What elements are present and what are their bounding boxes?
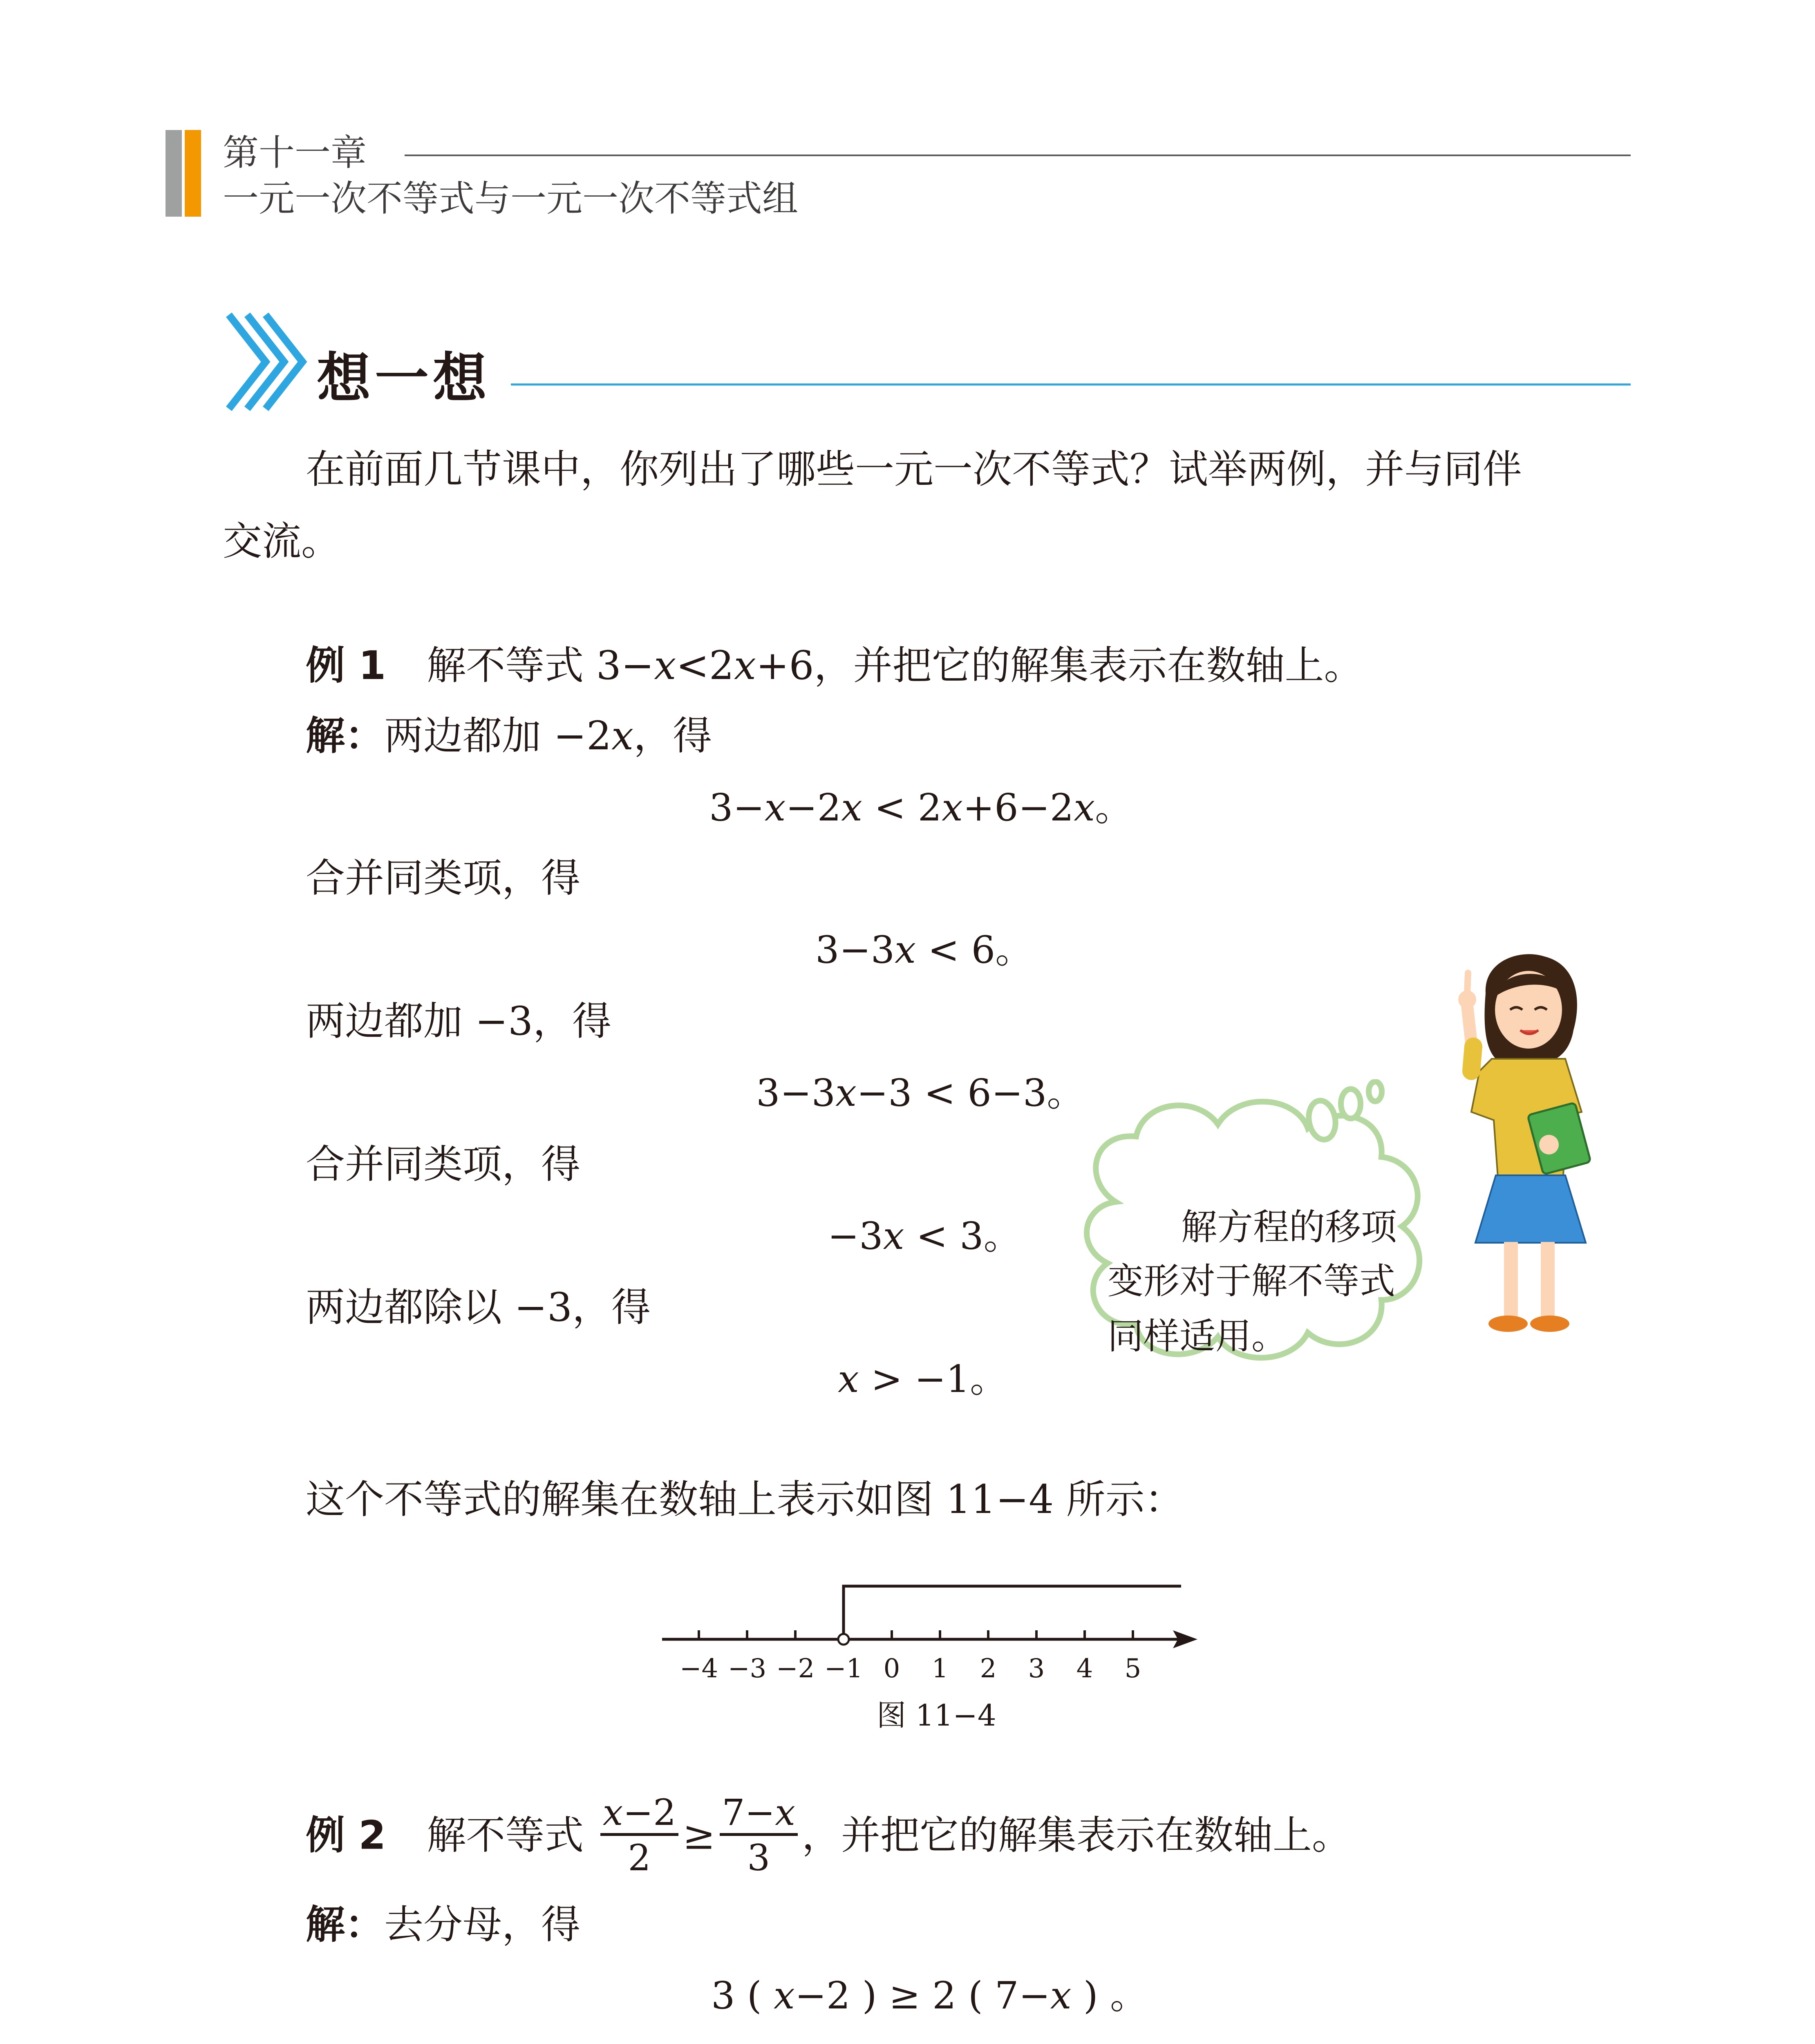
example1-eq3: 3−3x−3 < 6−3。 bbox=[756, 1071, 1085, 1115]
section-text-line1: 在前面几节课中，你列出了哪些一元一次不等式？试举两例，并与同伴 bbox=[306, 446, 1522, 492]
tick-label: −3 bbox=[727, 1654, 767, 1684]
solution-ray bbox=[844, 1586, 1181, 1639]
section-title: 想一想 bbox=[317, 347, 491, 410]
bubble-line2: 变形对于解不等式 bbox=[1108, 1260, 1396, 1302]
tick-label: 3 bbox=[1028, 1654, 1045, 1684]
example1-step2: 合并同类项，得 bbox=[306, 855, 580, 901]
tick-label: −4 bbox=[679, 1654, 718, 1684]
example2-eq1: 3 ( x−2 ) ≥ 2 ( 7−x ) 。 bbox=[711, 1974, 1148, 2017]
chapter-title: 一元一次不等式与一元一次不等式组 bbox=[223, 177, 799, 220]
example1-eq2: 3−3x < 6。 bbox=[815, 928, 1033, 972]
tick-label: 0 bbox=[883, 1654, 900, 1684]
example2-label: 例 2 bbox=[306, 1812, 386, 1858]
thought-bubble bbox=[1059, 1079, 1467, 1419]
bubble-line3: 同样适用。 bbox=[1108, 1315, 1288, 1357]
example1-step1: 解：两边都加 −2x，得 bbox=[306, 713, 712, 759]
tick-label: 4 bbox=[1076, 1654, 1093, 1684]
tick-label: 5 bbox=[1124, 1654, 1141, 1684]
example1-eq5: x > −1。 bbox=[838, 1357, 1008, 1401]
example2-step1: 解：去分母，得 bbox=[306, 1901, 580, 1948]
solution-label: 解： bbox=[306, 713, 384, 759]
tick-label: 1 bbox=[931, 1654, 949, 1684]
open-endpoint-circle bbox=[838, 1634, 849, 1645]
bubble-line1: 解方程的移项 bbox=[1181, 1206, 1397, 1248]
example1-eq1: 3−x−2x < 2x+6−2x。 bbox=[709, 786, 1133, 829]
header-bar-orange bbox=[185, 130, 201, 217]
header-bar-gray-1 bbox=[166, 130, 182, 217]
number-line-axis bbox=[662, 1586, 1197, 1648]
example1-step5: 两边都除以 −3，得 bbox=[306, 1284, 651, 1330]
tick-label: −1 bbox=[824, 1654, 863, 1684]
chapter-label: 第十一章 bbox=[223, 132, 367, 174]
tick-label: 2 bbox=[980, 1654, 997, 1684]
example2-fraction-left: $\frac{x-2}{2}$ bbox=[600, 1795, 678, 1876]
example1-step4: 合并同类项，得 bbox=[306, 1141, 580, 1187]
header-rule bbox=[405, 155, 1631, 156]
girl-illustration bbox=[1447, 948, 1618, 1341]
example1-problem: 例 1 解不等式 3−x<2x+6，并把它的解集表示在数轴上。 bbox=[306, 643, 1363, 688]
example1-step3: 两边都加 −3，得 bbox=[306, 998, 612, 1044]
chevron-arrows-icon bbox=[221, 311, 311, 413]
example1-eq4: −3x < 3。 bbox=[828, 1214, 1021, 1258]
figure-intro: 这个不等式的解集在数轴上表示如图 11−4 所示： bbox=[306, 1477, 1184, 1522]
example1-label: 例 1 bbox=[306, 643, 386, 688]
section-rule bbox=[511, 383, 1631, 385]
figure-caption: 图 11−4 bbox=[877, 1698, 996, 1732]
number-line-labels bbox=[654, 1656, 1202, 1688]
example2-fraction-right: $\frac{7-x}{3}$ bbox=[720, 1795, 798, 1876]
section-text-line2: 交流。 bbox=[223, 518, 340, 564]
example2-problem: 例 2 解不等式 $\frac{x-2}{2}$ ≥ $\frac{7-x}{3}$ ，并把它的解集表示在数轴上。 bbox=[306, 1791, 1351, 1879]
tick-label: −2 bbox=[776, 1654, 815, 1684]
